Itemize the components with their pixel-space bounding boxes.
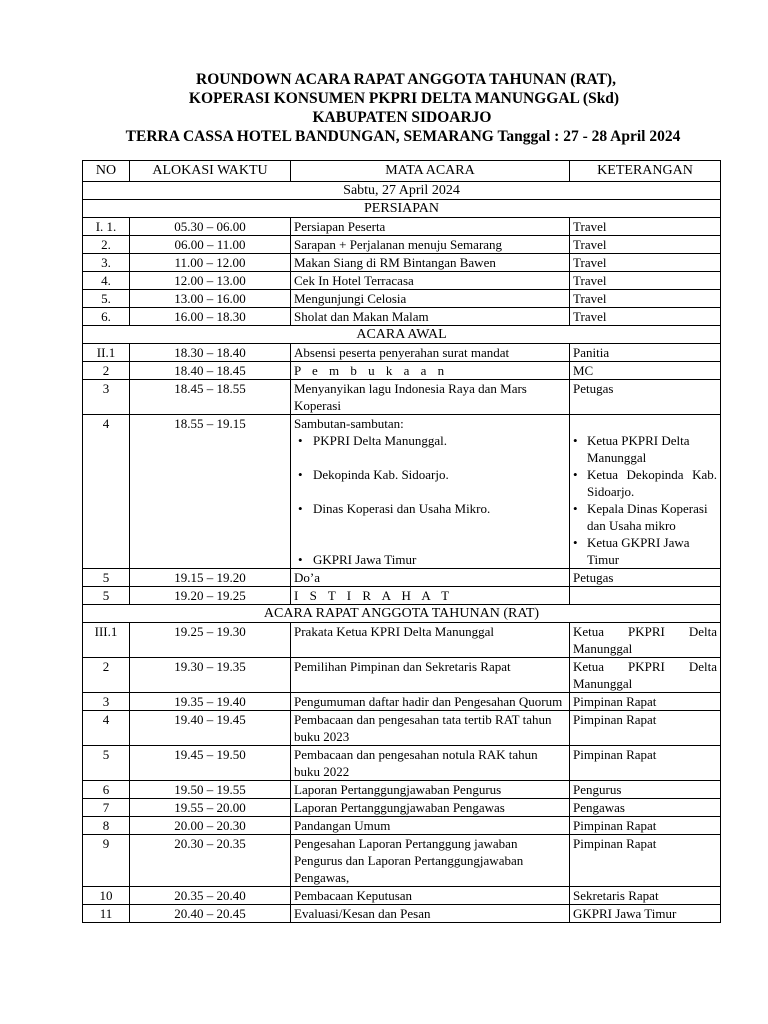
row-no: 5 xyxy=(83,587,130,605)
table-row xyxy=(83,693,721,711)
row-no: 3 xyxy=(83,693,130,711)
sambutan-item: • GKPRI Jawa Timur xyxy=(294,551,566,568)
sambutan-note-item: • Kepala Dinas Koperasi dan Usaha mikro xyxy=(573,500,717,534)
row-time: 18.45 – 18.55 xyxy=(130,380,291,415)
table-row xyxy=(83,362,721,380)
row-event: Mengunjungi Celosia xyxy=(291,290,570,308)
header-title-line-2: KOPERASI KONSUMEN PKPRI DELTA MANUNGGAL (Skd) xyxy=(188,90,620,107)
row-time: 18.40 – 18.45 xyxy=(130,362,291,380)
section-title-persiapan: PERSIAPAN xyxy=(83,200,721,218)
row-time: 19.15 – 19.20 xyxy=(130,569,291,587)
sambutan-note-item: • Ketua Dekopinda Kab. Sidoarjo. xyxy=(573,466,717,500)
row-no: 5 xyxy=(83,569,130,587)
row-time: 18.55 – 19.15 xyxy=(130,415,291,569)
row-no: I. 1. xyxy=(83,218,130,236)
sambutan-note-item: • Ketua PKPRI Delta Manunggal xyxy=(573,432,717,466)
table-row xyxy=(83,817,721,835)
table-row xyxy=(83,380,721,415)
header-title-line-4: TERRA CASSA HOTEL BANDUNGAN, SEMARANG Tanggal : 27 - 28 April 2024 xyxy=(125,128,681,145)
row-note: Pimpinan Rapat xyxy=(570,746,721,781)
table-row xyxy=(83,587,721,605)
section-row-rat xyxy=(83,605,721,623)
row-note: Ketua PKPRI Delta Manunggal xyxy=(570,623,721,658)
row-note: MC xyxy=(570,362,721,380)
row-note: Pengurus xyxy=(570,781,721,799)
row-event: Laporan Pertanggungjawaban Pengurus xyxy=(291,781,570,799)
row-no: 5 xyxy=(83,746,130,781)
row-event: P e m b u k a a n xyxy=(291,362,570,380)
row-event: Laporan Pertanggungjawaban Pengawas xyxy=(291,799,570,817)
row-event: Pembacaan dan pengesahan notula RAK tahun buku 2022 xyxy=(291,746,570,781)
row-no: 6 xyxy=(83,781,130,799)
table-row xyxy=(83,308,721,326)
table-row xyxy=(83,799,721,817)
row-time: 05.30 – 06.00 xyxy=(130,218,291,236)
row-note: Pimpinan Rapat xyxy=(570,817,721,835)
table-row xyxy=(83,623,721,658)
row-event: Persiapan Peserta xyxy=(291,218,570,236)
row-note: Travel xyxy=(570,308,721,326)
row-no: 2. xyxy=(83,236,130,254)
row-time: 06.00 – 11.00 xyxy=(130,236,291,254)
row-note: Travel xyxy=(570,272,721,290)
table-row xyxy=(83,254,721,272)
row-no: 3 xyxy=(83,380,130,415)
row-event: Cek In Hotel Terracasa xyxy=(291,272,570,290)
document-header xyxy=(0,70,768,146)
table-row xyxy=(83,835,721,887)
column-header-note: KETERANGAN xyxy=(570,161,721,182)
sambutan-note-item: • Ketua GKPRI Jawa Timur xyxy=(573,534,717,568)
table-row xyxy=(83,905,721,923)
row-no: 2 xyxy=(83,362,130,380)
day-label: Sabtu, 27 April 2024 xyxy=(83,182,721,200)
row-no: III.1 xyxy=(83,623,130,658)
row-event: Prakata Ketua KPRI Delta Manunggal xyxy=(291,623,570,658)
table-row xyxy=(83,658,721,693)
row-time: 11.00 – 12.00 xyxy=(130,254,291,272)
row-no: 5. xyxy=(83,290,130,308)
row-note: Panitia xyxy=(570,344,721,362)
row-event: Menyanyikan lagu Indonesia Raya dan Mars Koperasi xyxy=(291,380,570,415)
table-header-row xyxy=(83,161,721,182)
row-note: Pimpinan Rapat xyxy=(570,693,721,711)
row-time: 12.00 – 13.00 xyxy=(130,272,291,290)
section-row-acara-awal xyxy=(83,326,721,344)
row-note: Pengawas xyxy=(570,799,721,817)
row-event: Pembacaan dan pengesahan tata tertib RAT tahun buku 2023 xyxy=(291,711,570,746)
section-title-acara-awal: ACARA AWAL xyxy=(83,326,721,344)
row-time: 13.00 – 16.00 xyxy=(130,290,291,308)
section-row-persiapan xyxy=(83,200,721,218)
rundown-table xyxy=(82,160,721,923)
header-title-line-1: ROUNDOWN ACARA RAPAT ANGGOTA TAHUNAN (RAT), xyxy=(196,71,616,88)
row-event: Pembacaan Keputusan xyxy=(291,887,570,905)
sambutan-list xyxy=(294,432,566,568)
column-header-no: NO xyxy=(83,161,130,182)
table-row xyxy=(83,746,721,781)
day-row xyxy=(83,182,721,200)
row-note: Sekretaris Rapat xyxy=(570,887,721,905)
sambutan-item: • Dinas Koperasi dan Usaha Mikro. xyxy=(294,500,566,517)
table-row xyxy=(83,887,721,905)
row-time: 18.30 – 18.40 xyxy=(130,344,291,362)
sambutan-item: • PKPRI Delta Manunggal. xyxy=(294,432,566,449)
row-no: 2 xyxy=(83,658,130,693)
table-row xyxy=(83,711,721,746)
row-time: 20.35 – 20.40 xyxy=(130,887,291,905)
sambutan-title: Sambutan-sambutan: xyxy=(294,416,404,431)
row-no: 8 xyxy=(83,817,130,835)
row-note: Pimpinan Rapat xyxy=(570,835,721,887)
row-no: 4. xyxy=(83,272,130,290)
row-event: Do’a xyxy=(291,569,570,587)
row-event: Pandangan Umum xyxy=(291,817,570,835)
row-note: Ketua PKPRI Delta Manunggal xyxy=(570,658,721,693)
table-row xyxy=(83,569,721,587)
row-note: Petugas xyxy=(570,569,721,587)
table-row xyxy=(83,781,721,799)
row-time: 19.45 – 19.50 xyxy=(130,746,291,781)
table-row xyxy=(83,272,721,290)
row-no: 11 xyxy=(83,905,130,923)
row-event: Sarapan + Perjalanan menuju Semarang xyxy=(291,236,570,254)
column-header-time: ALOKASI WAKTU xyxy=(130,161,291,182)
table-row xyxy=(83,290,721,308)
row-event: Sholat dan Makan Malam xyxy=(291,308,570,326)
row-note: GKPRI Jawa Timur xyxy=(570,905,721,923)
row-time: 19.25 – 19.30 xyxy=(130,623,291,658)
row-event: Pemilihan Pimpinan dan Sekretaris Rapat xyxy=(291,658,570,693)
sambutan-item: • Dekopinda Kab. Sidoarjo. xyxy=(294,466,566,483)
rundown-table-body xyxy=(83,182,721,923)
row-time: 16.00 – 18.30 xyxy=(130,308,291,326)
table-row xyxy=(83,236,721,254)
row-event: Absensi peserta penyerahan surat mandat xyxy=(291,344,570,362)
row-time: 19.20 – 19.25 xyxy=(130,587,291,605)
column-header-event: MATA ACARA xyxy=(291,161,570,182)
row-no: 7 xyxy=(83,799,130,817)
table-row xyxy=(83,218,721,236)
row-note: Pimpinan Rapat xyxy=(570,711,721,746)
row-time: 19.50 – 19.55 xyxy=(130,781,291,799)
row-no: 4 xyxy=(83,711,130,746)
section-title-rat: ACARA RAPAT ANGGOTA TAHUNAN (RAT) xyxy=(83,605,721,623)
row-note xyxy=(570,587,721,605)
row-no: 10 xyxy=(83,887,130,905)
row-no: II.1 xyxy=(83,344,130,362)
row-event: Pengumuman daftar hadir dan Pengesahan Quorum xyxy=(291,693,570,711)
row-event: Makan Siang di RM Bintangan Bawen xyxy=(291,254,570,272)
table-row-sambutan xyxy=(83,415,721,569)
row-event: Evaluasi/Kesan dan Pesan xyxy=(291,905,570,923)
row-event: I S T I R A H A T xyxy=(291,587,570,605)
row-time: 19.40 – 19.45 xyxy=(130,711,291,746)
row-note: Travel xyxy=(570,254,721,272)
row-event: Pengesahan Laporan Pertanggung jawaban Pengurus dan Laporan Pertanggungjawaban Pengawas, xyxy=(291,835,570,887)
row-no: 4 xyxy=(83,415,130,569)
row-time: 20.40 – 20.45 xyxy=(130,905,291,923)
row-time: 20.30 – 20.35 xyxy=(130,835,291,887)
row-no: 6. xyxy=(83,308,130,326)
row-time: 19.35 – 19.40 xyxy=(130,693,291,711)
row-note: Travel xyxy=(570,290,721,308)
row-time: 19.30 – 19.35 xyxy=(130,658,291,693)
row-note: Travel xyxy=(570,236,721,254)
row-time: 20.00 – 20.30 xyxy=(130,817,291,835)
row-note-sambutan xyxy=(570,415,721,569)
row-no: 3. xyxy=(83,254,130,272)
row-time: 19.55 – 20.00 xyxy=(130,799,291,817)
table-row xyxy=(83,344,721,362)
row-note: Petugas xyxy=(570,380,721,415)
row-event-sambutan xyxy=(291,415,570,569)
row-no: 9 xyxy=(83,835,130,887)
row-note: Travel xyxy=(570,218,721,236)
sambutan-note-list xyxy=(573,432,717,568)
header-title-line-3: KABUPATEN SIDOARJO xyxy=(312,109,492,126)
